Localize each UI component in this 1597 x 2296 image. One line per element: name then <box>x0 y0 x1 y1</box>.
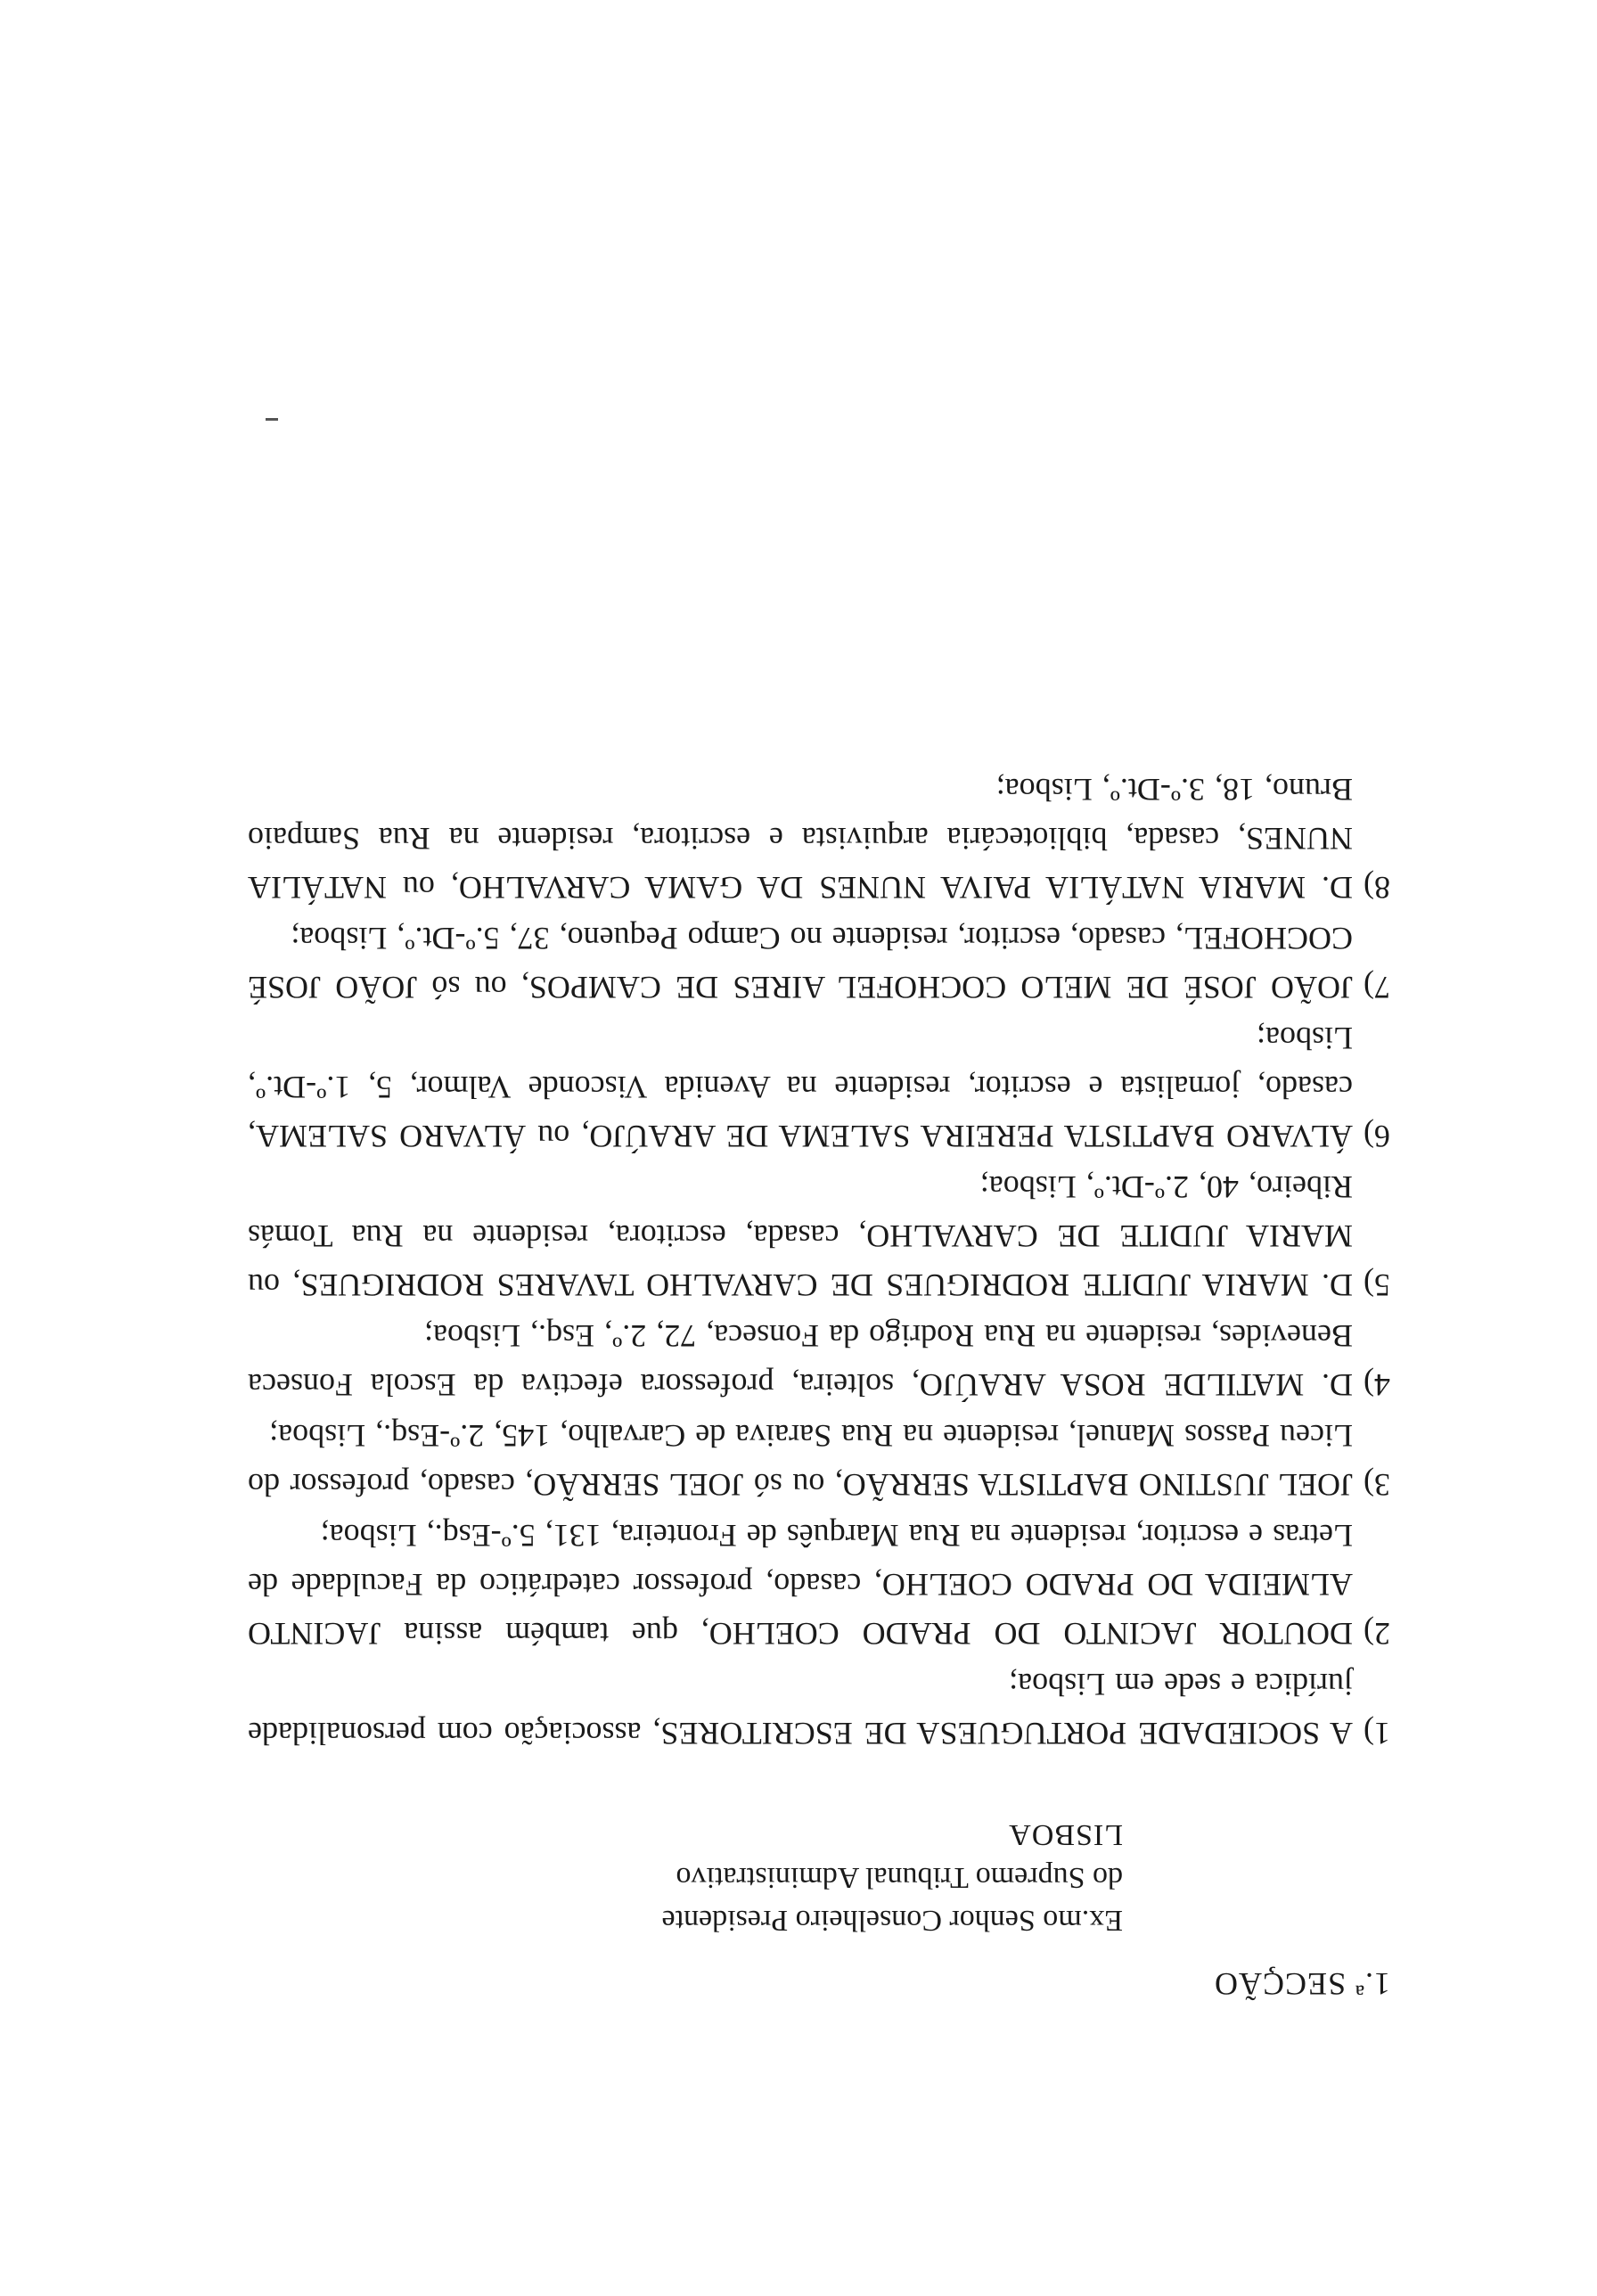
addressee-city: LISBOA <box>1008 1818 1123 1851</box>
entry-text: JOEL JUSTINO BAPTISTA SERRÃO, ou só JOEL SERRÃO, casado, professor do Liceu Passos Manuel, residente na Rua Saraiva de Carvalho, 145, 2.º-Esq., Lisboa; <box>248 1418 1353 1503</box>
petitioner-entry <box>250 1311 1390 1409</box>
entry-text: JOÃO JOSÉ DE MELO COCHOFEL AIRES DE CAMPOS, ou só JOÃO JOSÉ COCHOFEL, casado, escritor, residente no Campo Pequeno, 37, 5.º-Dt.º, Lisboa; <box>248 921 1353 1005</box>
entry-text: ÁLVARO BAPTISTA PEREIRA SALEMA DE ARAÚJO, ou ÁLVARO SALEMA, casado, jornalista e escritor, residente na Avenida Visconde Valmor, 5, 1.º-Dt.º, Lisboa; <box>248 1021 1353 1154</box>
entry-number: 8) <box>1364 870 1390 906</box>
addressee-institution: do Supremo Tribunal Administrativo <box>676 1861 1123 1894</box>
entry-number: 6) <box>1364 1119 1390 1154</box>
entry-number: 2) <box>1364 1616 1390 1652</box>
section-label: 1.ª SECÇÃO <box>1214 1966 1390 2002</box>
scan-speck <box>266 418 278 421</box>
petitioner-entry <box>250 1013 1390 1160</box>
entry-text: D. MARIA NATÁLIA PAIVA NUNES DA GAMA CARVALHO, ou NATÁLIA NUNES, casada, bibliotecária arquivista e escritora, residente na Rua Sampaio Bruno, 18, 3.º-Dt.º, Lisboa; <box>248 772 1353 906</box>
petitioner-entry <box>250 765 1390 912</box>
document-body <box>250 763 1390 2013</box>
petitioner-entry <box>250 1660 1390 1758</box>
petitioner-entry <box>250 914 1390 1012</box>
entry-number: 3) <box>1364 1467 1390 1503</box>
petitioner-list <box>250 765 1390 1758</box>
addressee-block <box>250 1813 1123 1941</box>
entry-number: 7) <box>1364 970 1390 1005</box>
entry-text: D. MATILDE ROSA ARAÚJO, solteira, professora efectiva da Escola Fonseca Benevides, residente na Rua Rodrigo da Fonseca, 72, 2.º, Esq., Lisboa; <box>248 1318 1353 1403</box>
petitioner-entry <box>250 1411 1390 1509</box>
entry-number: 5) <box>1364 1267 1390 1303</box>
entry-number: 4) <box>1364 1367 1390 1403</box>
petitioner-entry <box>250 1162 1390 1309</box>
petitioner-entry <box>250 1511 1390 1658</box>
entry-text: A SOCIEDADE PORTUGUESA DE ESCRITORES, associação com personalidade jurídica e sede em Lisboa; <box>248 1667 1353 1751</box>
entry-number: 1) <box>1364 1716 1390 1751</box>
entry-text: DOUTOR JACINTO DO PRADO COELHO, que também assina JACINTO ALMEIDA DO PRADO COELHO, casado, professor catedrático da Faculdade de Letras e escritor, residente na Rua Marquês de Fronteira, 131, 5.º-Esq., Lisboa; <box>248 1518 1353 1652</box>
entry-text: D. MARIA JUDITE RODRIGUES DE CARVALHO TAVARES RODRIGUES, ou MARIA JUDITE DE CARVALHO, casada, escritora, residente na Rua Tomás Ribeiro, 40, 2.º-Dt.º, Lisboa; <box>248 1169 1353 1303</box>
addressee-title: Ex.mo Senhor Conselheiro Presidente <box>661 1904 1123 1937</box>
